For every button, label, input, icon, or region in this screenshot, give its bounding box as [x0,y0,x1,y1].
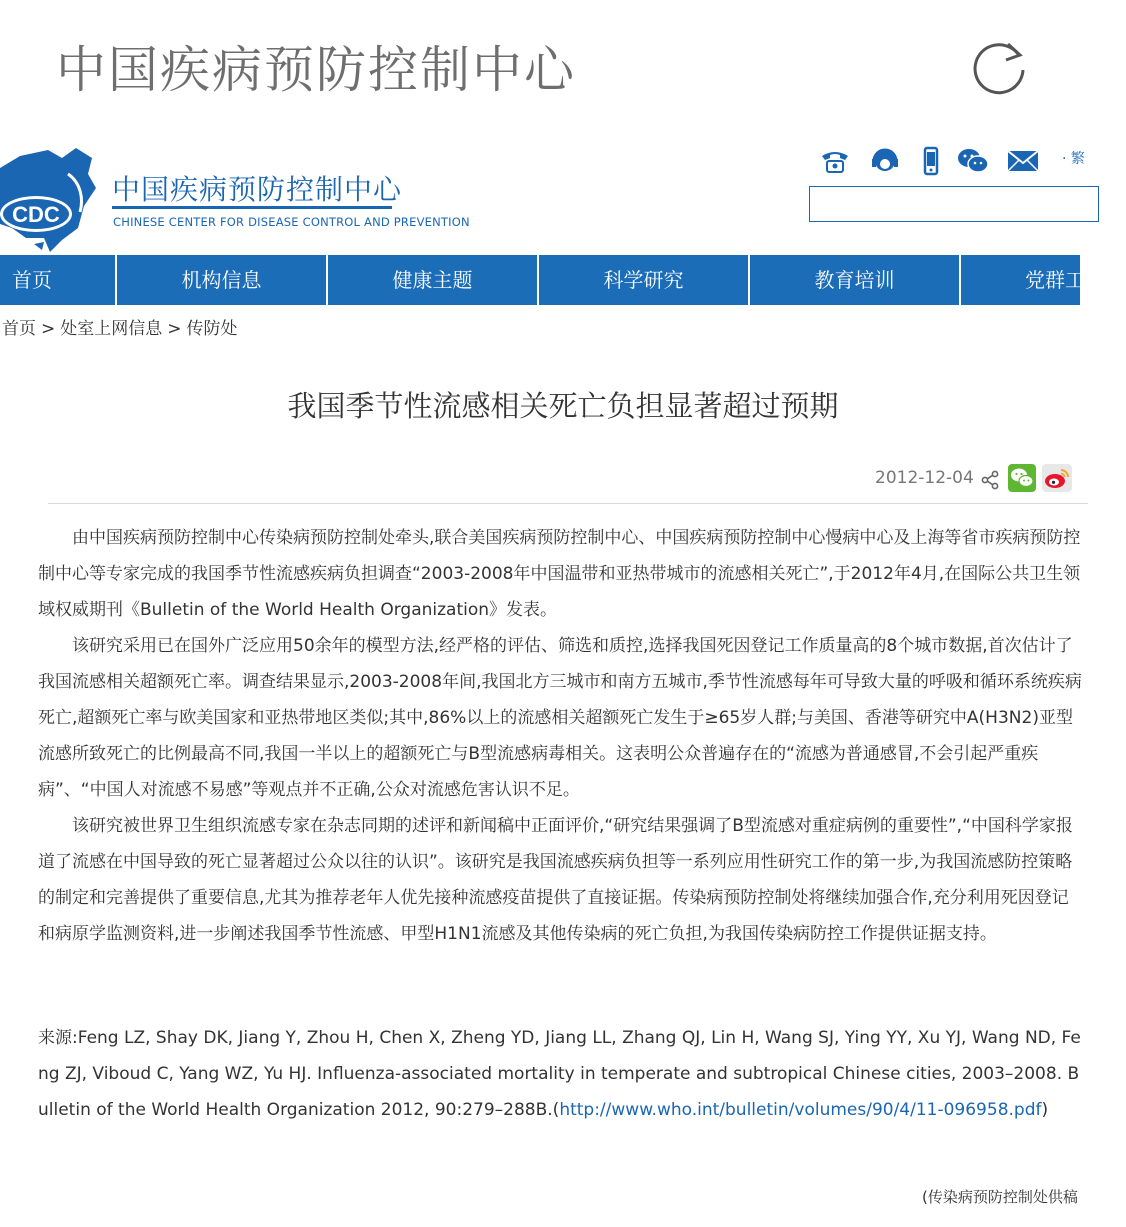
nav-item-party[interactable] [961,255,1085,305]
breadcrumb [2,314,238,339]
customer-service-icon[interactable] [868,146,902,176]
article-source [38,1020,1083,1128]
app-title: 中国疾病预防控制中心 [56,41,576,99]
cdc-logo-text: CDC [12,202,60,227]
nav-item-label: 科学研究 [603,268,684,292]
weibo-share-icon[interactable] [1042,464,1072,492]
nav-item-org-info[interactable] [117,255,328,305]
article-body [38,520,1083,952]
nav-item-health-topics[interactable] [328,255,539,305]
app-bar [0,0,1080,130]
nav-item-label: 党群工 [1025,268,1085,292]
logo-title-cn: 中国疾病预防控制中心 [112,173,403,206]
source-suffix: ) [1041,1100,1049,1120]
wechat-icon[interactable] [956,146,990,176]
reload-icon[interactable] [970,36,1030,96]
breadcrumb-sep: > [167,319,182,339]
nav-item-home[interactable] [0,255,117,305]
meta-divider [48,503,1088,504]
contributor-note: (传染病预防控制处供稿 [922,1188,1078,1206]
mail-icon[interactable] [1006,146,1040,176]
breadcrumb-home[interactable]: 首页 [2,319,36,339]
nav-item-label: 健康主题 [392,268,473,292]
wechat-share-icon[interactable] [1008,464,1036,492]
article-meta [0,462,1080,496]
source-link[interactable]: http://www.who.int/bulletin/volumes/90/4/11-096958.pdf [559,1100,1042,1120]
breadcrumb-dept-info[interactable]: 处室上网信息 [60,319,163,339]
nav-item-education[interactable] [750,255,961,305]
publish-date: 2012-12-04 [875,468,974,488]
share-icon[interactable] [980,470,1000,490]
main-nav [0,255,1085,305]
search-input[interactable] [809,186,1099,222]
logo-underline [112,206,392,209]
phone-icon[interactable] [818,146,852,176]
article-paragraph: 该研究采用已在国外广泛应用50余年的模型方法,经严格的评估、筛选和质控,选择我国死因登记工作质量高的8个城市数据,首次估计了我国流感相关超额死亡率。调查结果显示,2003-2008年间,我国北方三城市和南方五城市,季节性流感每年可导致大量的呼吸和循环系统疾病死亡,超额死亡率与欧美国家和亚热带地区类似;其中,86%以上的流感相关超额死亡发生于≥65岁人群;与美国、香港等研究中A(H3N2)亚型流感所致死亡的比例最高不同,我国一半以上的超额死亡与B型流感病毒相关。这表明公众普遍存在的“流感为普通感冒,不会引起严重疾病”、“中国人对流感不易感”等观点并不正确,公众对流感危害认识不足。 [38,636,1082,800]
breadcrumb-sep: > [41,319,56,339]
nav-item-label: 机构信息 [181,268,262,292]
site-header [0,138,1085,255]
mobile-icon[interactable] [914,146,948,176]
cdc-logo-icon[interactable] [0,144,100,252]
source-citation: 来源:Feng LZ, Shay DK, Jiang Y, Zhou H, Chen X, Zheng YD, Jiang LL, Zhang QJ, Lin H, Wang SJ, Ying YY, Xu YJ, Wang ND, Feng ZJ, Viboud C, Yang WZ, Yu HJ. Influenza-associated mortality in temperate and subtropical Chinese cities, 2003–2008. Bulletin of the World Health Organization 2012, 90:279–288B.( [38,1028,1081,1120]
article-paragraph: 该研究被世界卫生组织流感专家在杂志同期的述评和新闻稿中正面评价,“研究结果强调了B型流感对重症病例的重要性”,“中国科学家报道了流感在中国导致的死亡显著超过公众以往的认识”。该研究是我国流感疾病负担等一系列应用性研究工作的第一步,为我国流感防控策略的制定和完善提供了重要信息,尤其为推荐老年人优先接种流感疫苗提供了直接证据。传染病预防控制处将继续加强合作,充分利用死因登记和病原学监测资料,进一步阐述我国季节性流感、甲型H1N1流感及其他传染病的死亡负担,为我国传染病防控工作提供证据支持。 [38,816,1073,944]
traditional-chinese-link[interactable]: · 繁 [1062,151,1085,167]
breadcrumb-current[interactable]: 传防处 [186,319,238,339]
nav-item-research[interactable] [539,255,750,305]
logo-title-en: CHINESE CENTER FOR DISEASE CONTROL AND PREVENTION [113,215,470,229]
nav-item-label: 首页 [12,268,52,292]
article-title: 我国季节性流感相关死亡负担显著超过预期 [287,389,839,423]
article-paragraph: 由中国疾病预防控制中心传染病预防控制处牵头,联合美国疾病预防控制中心、中国疾病预防控制中心慢病中心及上海等省市疾病预防控制中心等专家完成的我国季节性流感疾病负担调查“2003-2008年中国温带和亚热带城市的流感相关死亡”,于2012年4月,在国际公共卫生领域权威期刊《Bulletin of the World Health Organization》发表。 [38,528,1081,620]
nav-item-label: 教育培训 [814,268,895,292]
